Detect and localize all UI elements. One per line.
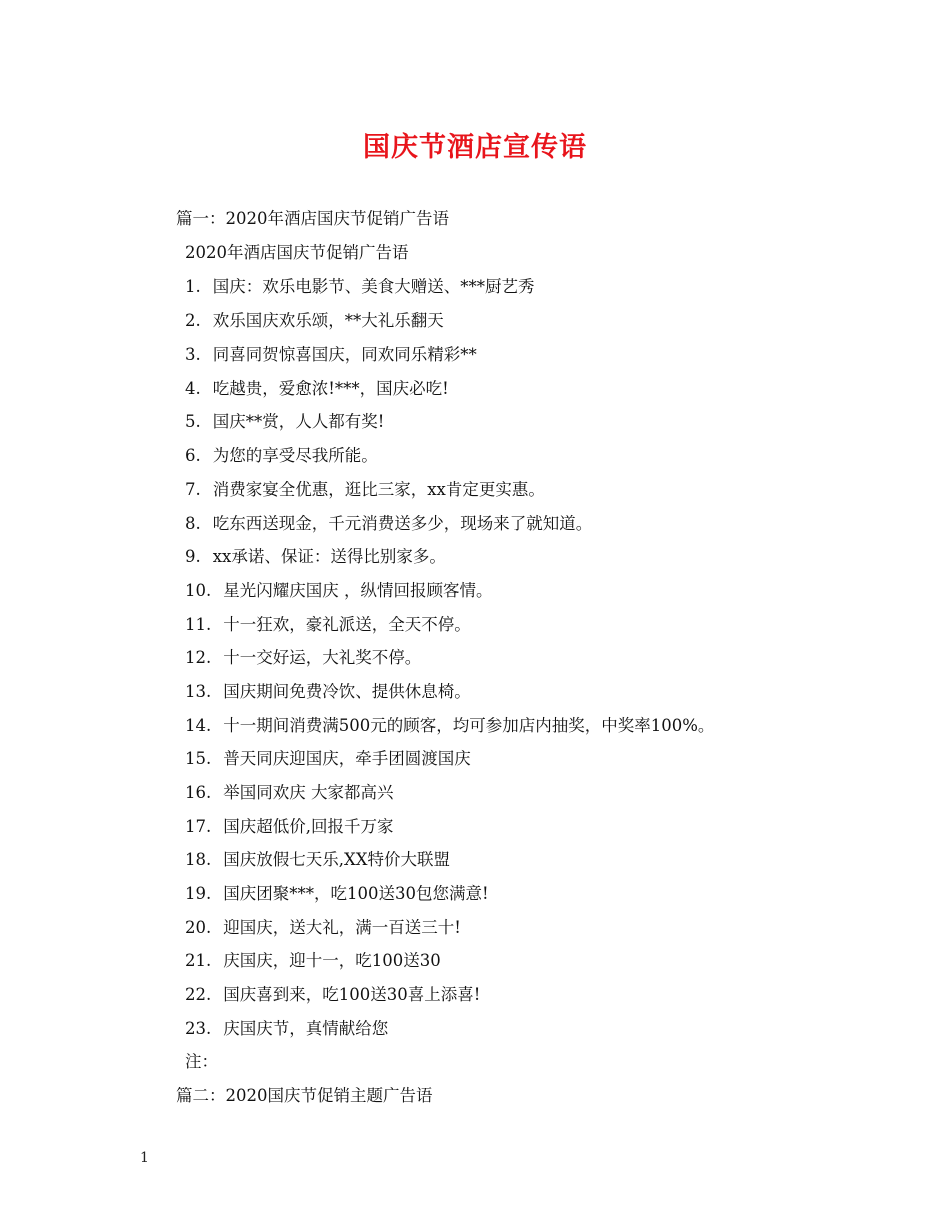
- item-number: 22.: [185, 985, 212, 1004]
- list-item: [185, 408, 384, 436]
- item-text: 举国同欢庆 大家都高兴: [223, 783, 394, 802]
- list-item: [185, 846, 450, 874]
- item-text: 国庆放假七天乐,XX特价大联盟: [223, 850, 450, 869]
- list-item: [185, 543, 446, 571]
- section1-subheading: 2020年酒店国庆节促销广告语: [185, 243, 409, 262]
- list-item: [185, 880, 489, 908]
- note-label: 注：: [185, 1052, 218, 1071]
- item-text: 同喜同贺惊喜国庆，同欢同乐精彩**: [212, 345, 477, 364]
- list-item: [185, 273, 535, 301]
- item-number: 3.: [185, 345, 201, 364]
- item-number: 23.: [185, 1019, 212, 1038]
- item-text: 庆国庆节，真情献给您: [223, 1019, 389, 1038]
- list-item: [185, 577, 493, 605]
- list-item: [185, 307, 444, 335]
- section1-heading: 篇一：2020年酒店国庆节促销广告语: [176, 209, 449, 228]
- item-text: 十一交好运，大礼奖不停。: [223, 648, 422, 667]
- list-item: [185, 981, 480, 1009]
- list-item: [185, 779, 394, 807]
- item-number: 13.: [185, 682, 212, 701]
- item-number: 2.: [185, 311, 201, 330]
- list-item: [185, 510, 592, 538]
- item-number: 10.: [185, 581, 212, 600]
- item-number: 19.: [185, 884, 212, 903]
- list-item: [185, 611, 471, 639]
- list-item: [185, 712, 714, 740]
- list-item: [185, 644, 421, 672]
- list-item: [185, 947, 441, 975]
- list-item: [185, 341, 477, 369]
- item-text: xx承诺、保证：送得比别家多。: [212, 547, 446, 566]
- item-text: 欢乐国庆欢乐颂，**大礼乐翻天: [212, 311, 444, 330]
- item-number: 8.: [185, 514, 201, 533]
- item-text: 吃东西送现金，千元消费送多少，现场来了就知道。: [212, 514, 593, 533]
- item-text: 十一期间消费满500元的顾客，均可参加店内抽奖，中奖率100%。: [223, 716, 715, 735]
- item-text: 迎国庆，送大礼，满一百送三十!: [223, 918, 461, 937]
- page-title: 国庆节酒店宣传语: [363, 132, 587, 163]
- item-number: 18.: [185, 850, 212, 869]
- item-text: 吃越贵，爱愈浓!***，国庆必吃!: [212, 379, 449, 398]
- list-item: [185, 745, 471, 773]
- section2-heading: 篇二：2020国庆节促销主题广告语: [176, 1086, 433, 1105]
- item-text: 消费家宴全优惠，逛比三家，xx肯定更实惠。: [212, 480, 545, 499]
- item-text: 国庆：欢乐电影节、美食大赠送、***厨艺秀: [212, 277, 535, 296]
- item-number: 1.: [185, 277, 201, 296]
- list-item: [185, 476, 545, 504]
- item-number: 7.: [185, 480, 201, 499]
- item-number: 5.: [185, 412, 201, 431]
- list-item: [185, 914, 461, 942]
- list-item: [185, 442, 378, 470]
- item-number: 17.: [185, 817, 212, 836]
- item-text: 十一狂欢，豪礼派送，全天不停。: [223, 615, 471, 634]
- item-text: 普天同庆迎国庆，牵手团圆渡国庆: [223, 749, 471, 768]
- item-text: 庆国庆，迎十一，吃100送30: [223, 951, 441, 970]
- item-number: 6.: [185, 446, 201, 465]
- item-number: 11.: [185, 615, 212, 634]
- list-item: [185, 813, 394, 841]
- item-text: 国庆团聚***，吃100送30包您满意!: [223, 884, 489, 903]
- item-number: 21.: [185, 951, 212, 970]
- item-number: 20.: [185, 918, 212, 937]
- item-text: 国庆期间免费冷饮、提供休息椅。: [223, 682, 471, 701]
- item-number: 9.: [185, 547, 201, 566]
- item-text: 为您的享受尽我所能。: [212, 446, 378, 465]
- item-number: 16.: [185, 783, 212, 802]
- item-text: 国庆超低价,回报千万家: [223, 817, 394, 836]
- item-text: 国庆**赏，人人都有奖!: [212, 412, 385, 431]
- item-text: 星光闪耀庆国庆 ，纵情回报顾客情。: [223, 581, 493, 600]
- item-number: 12.: [185, 648, 212, 667]
- item-number: 4.: [185, 379, 201, 398]
- item-number: 15.: [185, 749, 212, 768]
- list-item: [185, 678, 471, 706]
- list-item: [185, 375, 449, 403]
- item-number: 14.: [185, 716, 212, 735]
- item-text: 国庆喜到来，吃100送30喜上添喜!: [223, 985, 481, 1004]
- page-number: 1: [140, 1150, 149, 1166]
- list-item: [185, 1015, 388, 1043]
